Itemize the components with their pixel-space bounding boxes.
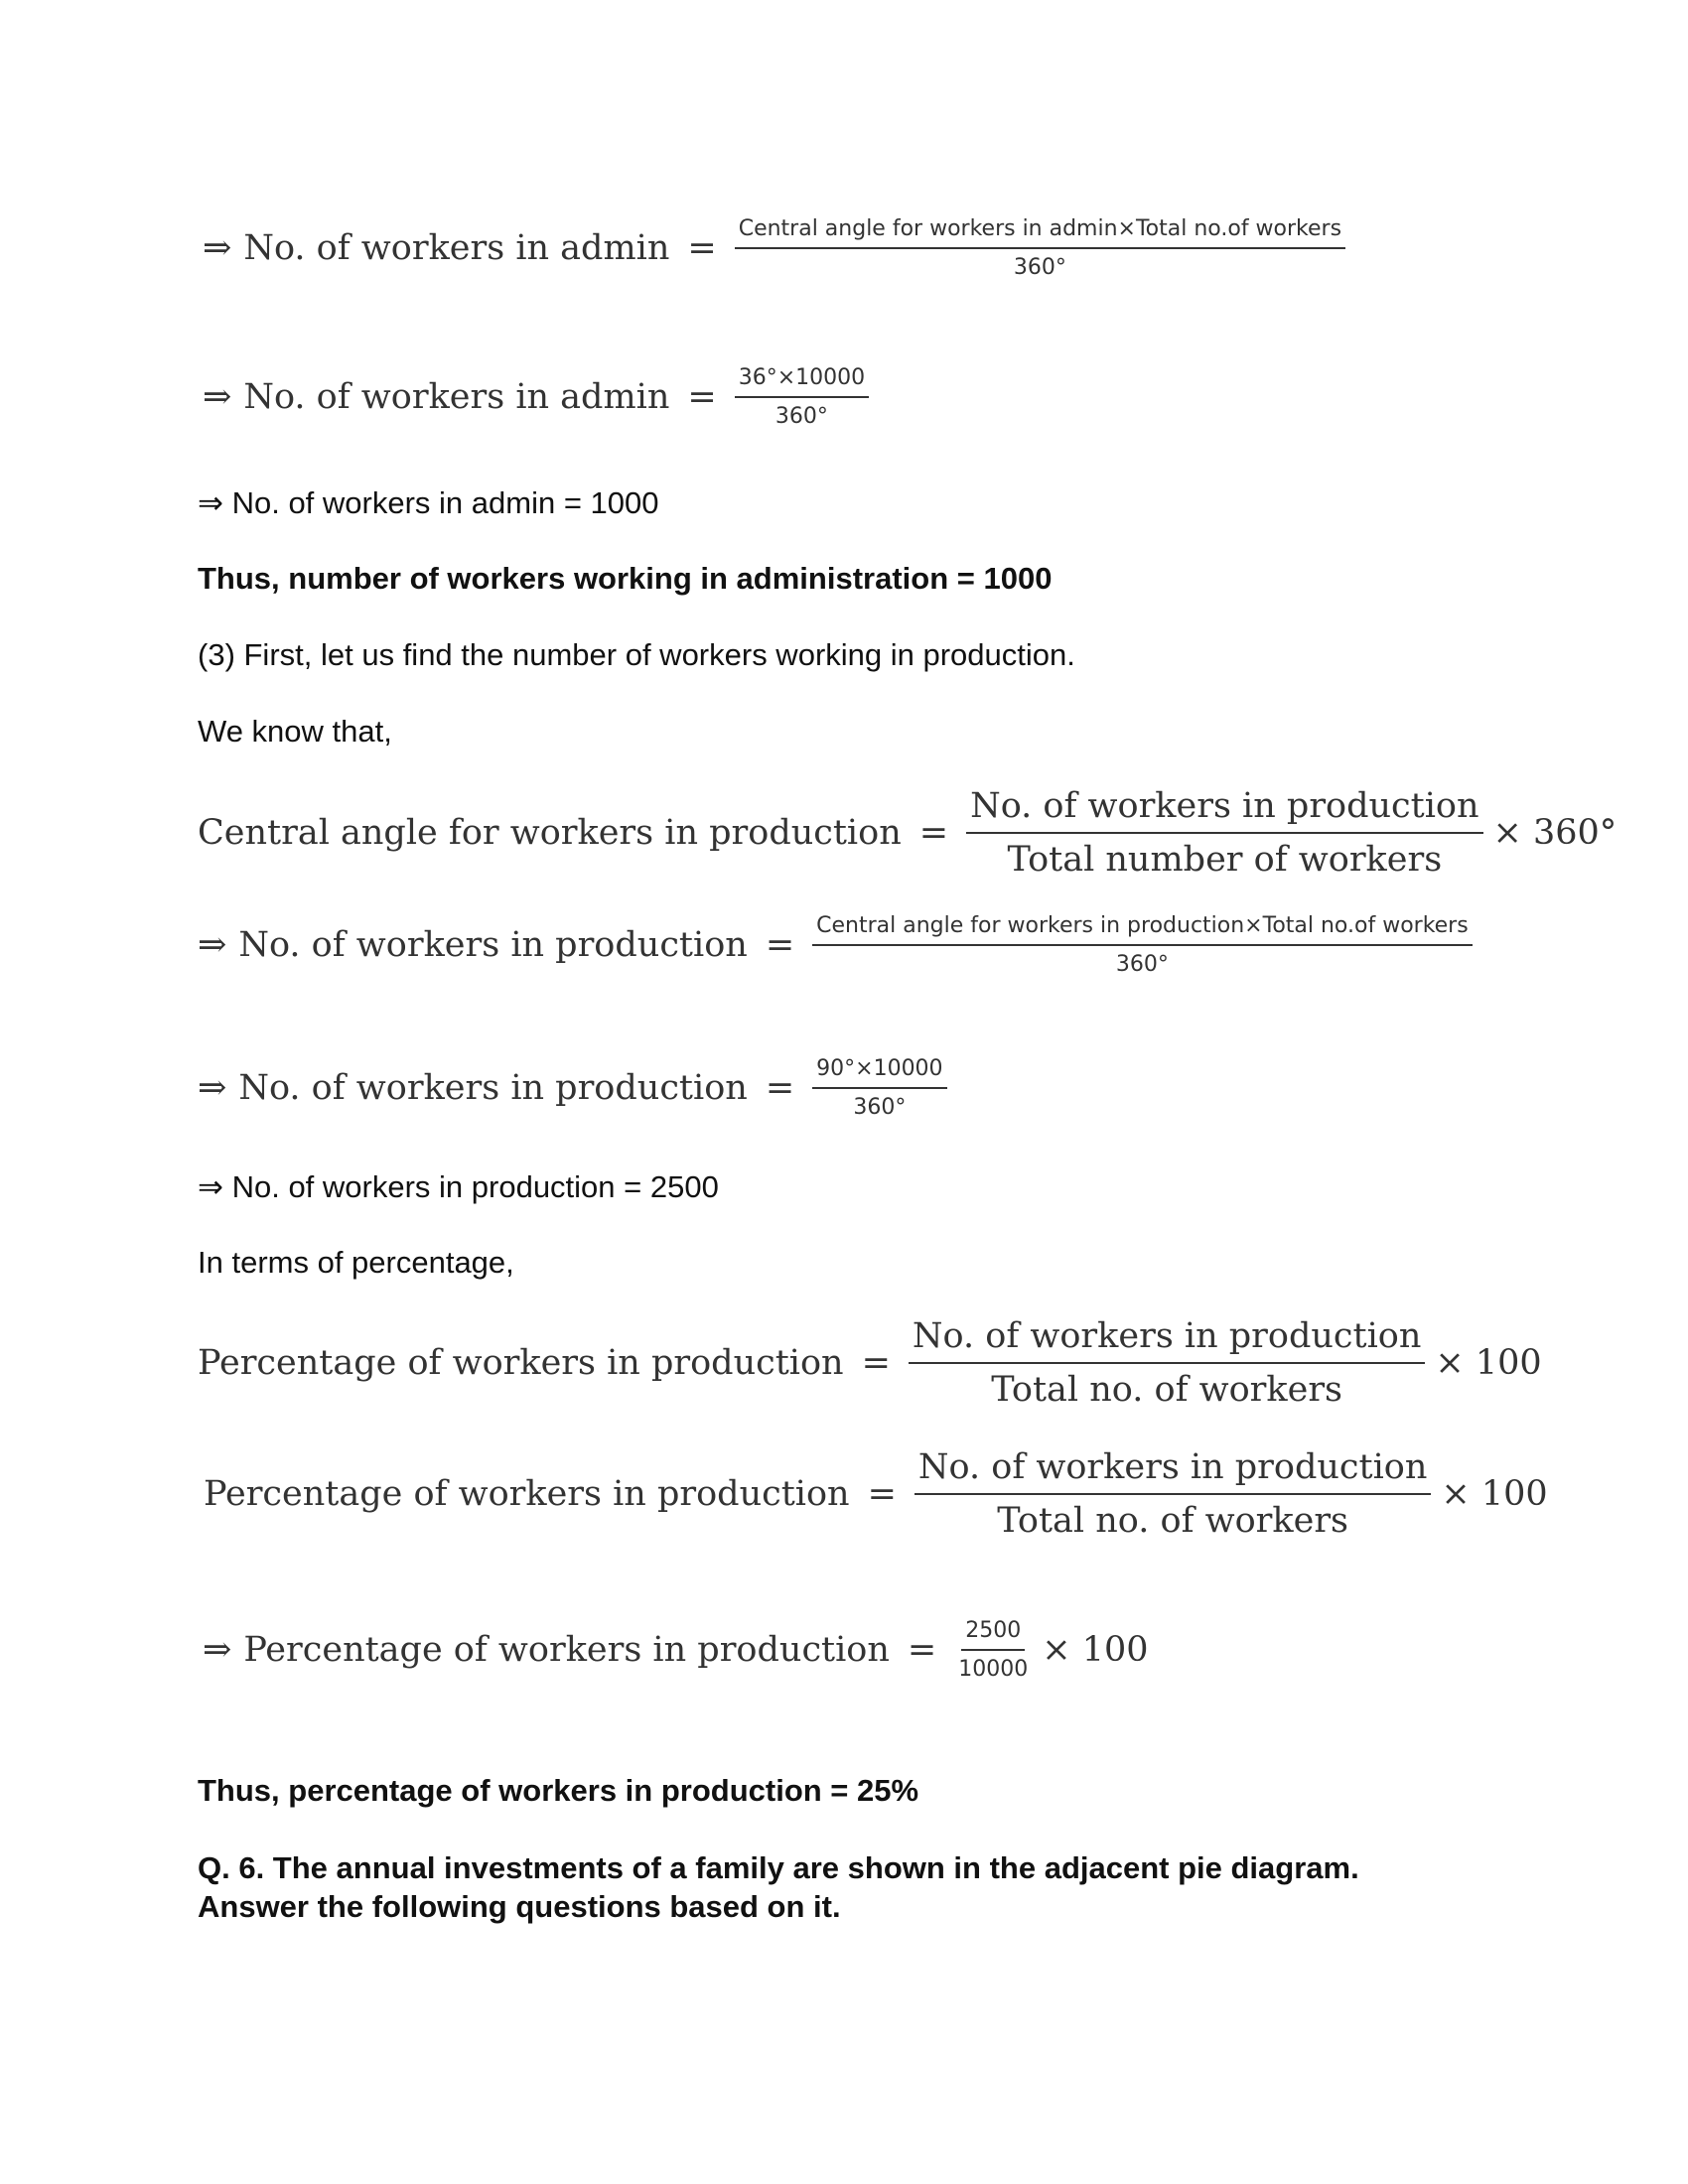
- equals-sign: =: [861, 1343, 891, 1383]
- equation-admin-substitution: [203, 365, 869, 429]
- equation-production-formula: [198, 913, 1473, 977]
- equation-lhs: No. of workers in production: [238, 925, 748, 965]
- equation-production-substitution: [198, 1056, 947, 1120]
- multiplier: × 100: [1441, 1474, 1548, 1514]
- equation-admin-formula: [203, 216, 1345, 280]
- fraction-numerator: 36°×10000: [735, 365, 869, 398]
- fraction-numerator: No. of workers in production: [914, 1447, 1431, 1495]
- fraction: [812, 1056, 946, 1120]
- equation-lhs: Percentage of workers in production: [204, 1474, 850, 1514]
- we-know-text: We know that,: [198, 714, 392, 749]
- fraction: [909, 1316, 1425, 1410]
- fraction-numerator: 2500: [961, 1618, 1025, 1651]
- equals-sign: =: [907, 1630, 937, 1670]
- equals-sign: =: [687, 377, 717, 417]
- implies-symbol: ⇒: [198, 925, 227, 965]
- equation-percentage-2: [204, 1447, 1548, 1541]
- equation-lhs: Percentage of workers in production: [243, 1630, 890, 1670]
- equals-sign: =: [867, 1474, 897, 1514]
- admin-conclusion: Thus, number of workers working in administration = 1000: [198, 561, 1053, 596]
- equals-sign: =: [918, 813, 949, 853]
- multiplier: × 360°: [1492, 813, 1618, 853]
- multiplier: × 100: [1042, 1630, 1149, 1670]
- multiplier: × 100: [1435, 1343, 1542, 1383]
- fraction-denominator: Total number of workers: [1007, 840, 1443, 880]
- fraction-numerator: Central angle for workers in production×Total no.of workers: [812, 913, 1473, 946]
- question-6-line-2: Answer the following questions based on it.: [198, 1889, 841, 1924]
- percentage-conclusion: Thus, percentage of workers in production = 25%: [198, 1773, 919, 1808]
- equation-lhs: Percentage of workers in production: [198, 1343, 844, 1383]
- equation-lhs: No. of workers in admin: [243, 377, 670, 417]
- equation-lhs: Central angle for workers in production: [198, 813, 902, 853]
- fraction-denominator: Total no. of workers: [997, 1501, 1349, 1541]
- equation-lhs: No. of workers in production: [238, 1068, 748, 1108]
- question-6: [198, 1848, 1359, 1926]
- equals-sign: =: [765, 1068, 795, 1108]
- in-terms-text: In terms of percentage,: [198, 1245, 514, 1280]
- implies-symbol: ⇒: [198, 1068, 227, 1108]
- equation-central-angle: [198, 786, 1617, 880]
- fraction-denominator: 360°: [853, 1095, 907, 1120]
- implies-symbol: ⇒: [203, 377, 232, 417]
- fraction-denominator: 360°: [1115, 952, 1169, 977]
- implies-symbol: ⇒: [203, 1630, 232, 1670]
- fraction-numerator: Central angle for workers in admin×Total no.of workers: [735, 216, 1345, 249]
- fraction-numerator: No. of workers in production: [909, 1316, 1425, 1364]
- fraction-numerator: No. of workers in production: [966, 786, 1482, 834]
- fraction: [812, 913, 1473, 977]
- fraction-denominator: 10000: [958, 1657, 1029, 1682]
- fraction: [735, 365, 869, 429]
- part3-intro: (3) First, let us find the number of workers working in production.: [198, 637, 1075, 672]
- fraction-denominator: 360°: [774, 404, 828, 429]
- fraction: [966, 786, 1482, 880]
- implies-symbol: ⇒: [203, 228, 232, 268]
- fraction-denominator: Total no. of workers: [991, 1370, 1343, 1410]
- question-6-line-1: Q. 6. The annual investments of a family are shown in the adjacent pie diagram.: [198, 1850, 1359, 1885]
- equals-sign: =: [765, 925, 795, 965]
- equation-percentage-1: [198, 1316, 1542, 1410]
- fraction: [914, 1447, 1431, 1541]
- production-result-line: ⇒ No. of workers in production = 2500: [198, 1169, 719, 1204]
- fraction-denominator: 360°: [1013, 255, 1066, 280]
- equals-sign: =: [687, 228, 717, 268]
- fraction-numerator: 90°×10000: [812, 1056, 946, 1089]
- equation-lhs: No. of workers in admin: [243, 228, 670, 268]
- fraction: [954, 1618, 1032, 1682]
- fraction: [735, 216, 1345, 280]
- admin-result-line: ⇒ No. of workers in admin = 1000: [198, 485, 659, 520]
- equation-percentage-substitution: [203, 1618, 1149, 1682]
